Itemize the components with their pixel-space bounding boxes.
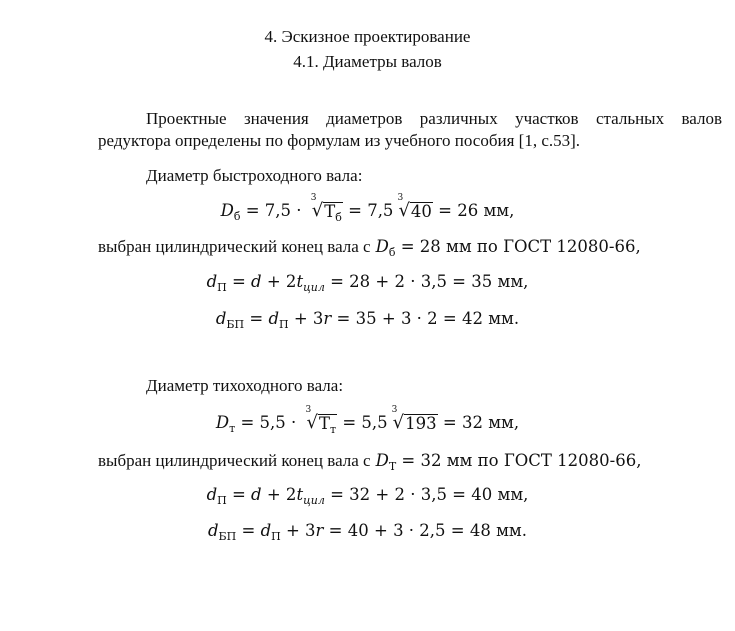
radical-sign-icon: √ <box>311 200 324 221</box>
radicand-var: T <box>318 414 330 433</box>
slow-shaft-label: Диаметр тихоходного вала: <box>146 376 344 395</box>
formula-op: + 3 <box>280 521 316 540</box>
formula-sub: цил <box>303 494 325 507</box>
choice-var: D <box>375 451 389 470</box>
radicand <box>318 414 337 436</box>
formula-eq: = 32 мм, <box>437 413 520 432</box>
formula-eq: = <box>236 521 261 540</box>
formula-sub: П <box>217 494 227 507</box>
slow-shaft-diameter-formula <box>0 405 735 436</box>
formula-sub: БП <box>226 318 245 331</box>
formula-op: + 3 <box>288 309 324 328</box>
formula-var: d <box>251 485 262 504</box>
formula-sub: БП <box>218 530 237 543</box>
intro-line-1: Проектные значения диаметров различных участков стальных валов <box>146 109 722 128</box>
intro-line-2: редуктора определены по формулам из учебного пособия [1, с.53]. <box>98 131 581 150</box>
formula-sub: б <box>233 210 241 223</box>
choice-eq: = 28 мм по ГОСТ 12080-66, <box>395 237 641 256</box>
radicand-sub: б <box>335 211 342 224</box>
fast-shaft-dbp-formula <box>0 309 735 329</box>
formula-var: d <box>206 485 218 504</box>
formula-var: d <box>268 309 279 328</box>
formula-var: t <box>296 272 304 291</box>
formula-sub: П <box>279 318 289 331</box>
slow-shaft-dbp-formula <box>0 521 735 541</box>
formula-eq: = <box>244 309 269 328</box>
root-index: 3 <box>305 405 312 415</box>
formula-result: = 32 + 2 · 3,5 = 40 мм, <box>324 485 529 504</box>
radicand-value: 193 <box>405 414 437 433</box>
formula-var: d <box>215 309 227 328</box>
formula-result: = 35 + 3 · 2 = 42 мм. <box>331 309 520 328</box>
formula-eq: = 5,5 · <box>235 413 297 432</box>
choice-text: выбран цилиндрический конец вала с <box>98 451 371 470</box>
root-index: 3 <box>391 405 398 415</box>
formula-sub: цил <box>303 281 325 294</box>
cube-root <box>395 193 432 221</box>
section-heading: 4. Эскизное проектирование <box>264 27 471 46</box>
formula-sub: П <box>217 281 227 294</box>
radical-sign-icon: √ <box>398 200 410 221</box>
formula-op: + 2 <box>261 272 297 291</box>
formula-var: d <box>207 521 219 540</box>
radicand-var: T <box>324 202 336 221</box>
fast-shaft-dp-formula <box>0 272 735 292</box>
radicand <box>323 202 343 224</box>
formula-eq: = 7,5 · <box>240 201 302 220</box>
root-index: 3 <box>397 193 404 203</box>
choice-var: D <box>375 237 389 256</box>
formula-var: d <box>260 521 272 540</box>
choice-text: выбран цилиндрический конец вала с <box>98 237 371 256</box>
subsection-heading: 4.1. Диаметры валов <box>293 52 442 71</box>
fast-shaft-diameter-formula <box>0 193 735 224</box>
radicand-value: 40 <box>410 202 432 221</box>
formula-eq: = 7,5 <box>342 201 394 220</box>
formula-eq: = 26 мм, <box>432 201 515 220</box>
formula-result: = 40 + 3 · 2,5 = 48 мм. <box>323 521 528 540</box>
choice-sub: б <box>388 246 396 259</box>
formula-var: d <box>206 272 218 291</box>
formula-eq: = 5,5 <box>337 413 388 432</box>
formula-eq: = <box>226 272 252 291</box>
fast-shaft-label: Диаметр быстроходного вала: <box>146 166 363 185</box>
formula-result: = 28 + 2 · 3,5 = 35 мм, <box>324 272 529 291</box>
slow-shaft-dp-formula <box>0 485 735 505</box>
cube-root <box>390 405 438 433</box>
radicand-sub: т <box>330 423 337 436</box>
formula-var: D <box>215 413 230 432</box>
root-index: 3 <box>310 193 317 203</box>
formula-var: r <box>315 521 324 540</box>
formula-op: + 2 <box>261 485 297 504</box>
formula-sub: т <box>229 422 236 435</box>
choice-eq: = 32 мм по ГОСТ 12080-66, <box>396 451 642 470</box>
cube-root <box>309 193 343 224</box>
slow-shaft-choice <box>98 451 641 471</box>
formula-var: d <box>251 272 262 291</box>
fast-shaft-choice <box>98 237 641 257</box>
radical-sign-icon: √ <box>306 412 318 433</box>
formula-var: r <box>323 309 332 328</box>
formula-var: t <box>296 485 304 504</box>
cube-root <box>304 405 338 436</box>
formula-eq: = <box>226 485 252 504</box>
formula-var: D <box>220 201 234 220</box>
radical-sign-icon: √ <box>392 412 405 433</box>
choice-sub: Т <box>388 460 397 473</box>
formula-sub: П <box>271 530 281 543</box>
